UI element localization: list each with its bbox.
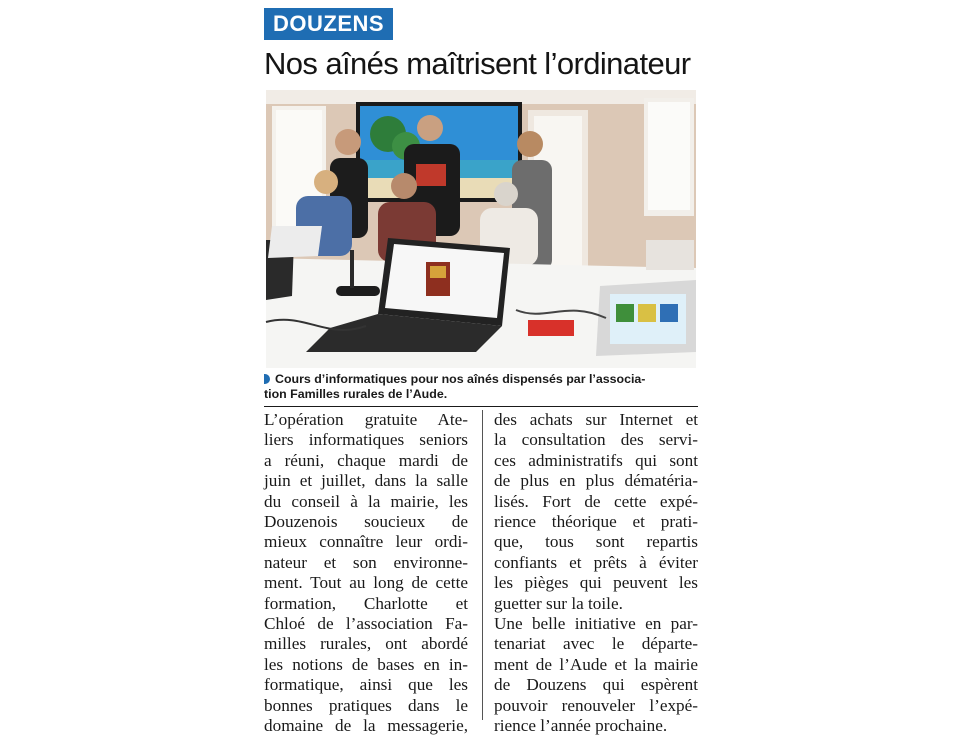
text-line: des achats sur Internet et	[494, 410, 698, 429]
text-line: du conseil à la mairie, les	[264, 491, 468, 511]
text-line: les pièges qui peuvent les	[494, 573, 698, 593]
text-line: que, tous sont repartis	[494, 532, 698, 552]
text-line: de Douzens qui espèrent	[494, 675, 698, 695]
text-line: rience théorique et prati-	[494, 512, 698, 532]
body-column-2	[494, 410, 698, 737]
column-divider	[482, 410, 483, 720]
article-photo	[266, 90, 696, 368]
text-line: nateur et son environne-	[264, 552, 468, 572]
article	[264, 8, 698, 736]
caption-rule	[264, 406, 698, 407]
section-kicker: DOUZENS	[264, 8, 393, 40]
text-line: lisés. Fort de cette expé-	[494, 491, 698, 511]
text-line: a réuni, chaque mardi de	[264, 450, 468, 470]
photo-illustration	[266, 90, 696, 368]
text-line: tenariat avec le départe-	[494, 634, 698, 654]
text-line: L’opération gratuite Ate-	[264, 410, 468, 429]
text-line: ment. Tout au long de cette	[264, 573, 468, 593]
text-line: domaine de la messagerie,	[264, 716, 468, 736]
caption-line	[264, 372, 694, 387]
body-column-1	[264, 410, 468, 737]
caption-line: tion Familles rurales de l’Aude.	[264, 387, 448, 401]
text-line: ment de l’Aude et la mairie	[494, 654, 698, 674]
text-line: de plus en plus dématéria-	[494, 471, 698, 491]
text-line: les notions de bases en in-	[264, 654, 468, 674]
caption-line-text: Cours d’informatiques pour nos aînés dispensés par l’associa-	[275, 372, 646, 386]
text-line: rience l’année prochaine.	[494, 716, 668, 736]
caption-marker-icon	[264, 374, 270, 384]
text-line: juin et juillet, dans la salle	[264, 471, 468, 491]
photo-caption	[264, 372, 694, 402]
text-line: Une belle initiative en par-	[494, 614, 698, 634]
text-line: formation, Charlotte et	[264, 593, 468, 613]
text-line: bonnes pratiques dans le	[264, 695, 468, 715]
text-line: mieux connaître leur ordi-	[264, 532, 468, 552]
text-line: confiants et prêts à éviter	[494, 552, 698, 572]
text-line: guetter sur la toile.	[494, 593, 623, 613]
text-line: liers informatiques seniors	[264, 430, 468, 450]
text-line: la consultation des servi-	[494, 430, 698, 450]
text-line: Chloé de l’association Fa-	[264, 614, 468, 634]
text-line: formatique, ainsi que les	[264, 675, 468, 695]
text-line: milles rurales, ont abordé	[264, 634, 468, 654]
text-line: ces administratifs qui sont	[494, 450, 698, 470]
text-line: pouvoir renouveler l’expé-	[494, 695, 698, 715]
text-line: Douzenois soucieux de	[264, 512, 468, 532]
headline: Nos aînés maîtrisent l’ordinateur	[264, 46, 691, 81]
